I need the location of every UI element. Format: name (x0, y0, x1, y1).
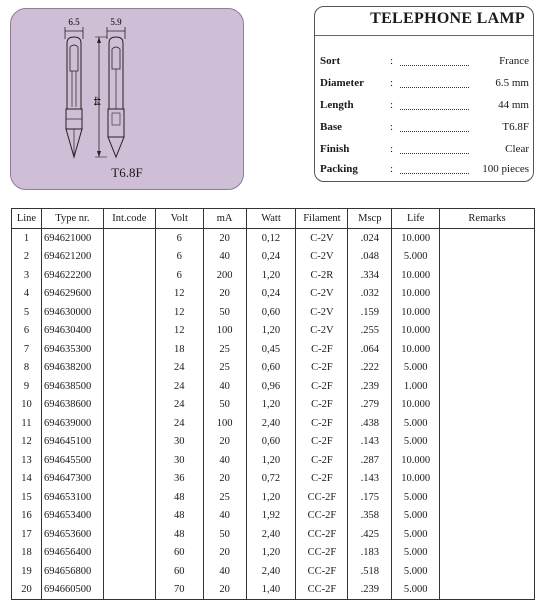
cell-line: 2 (12, 248, 42, 267)
cell-type-nr: 694621200 (41, 248, 103, 267)
cell-life: 1.000 (392, 377, 440, 396)
cell-int-code (103, 285, 155, 304)
cell-life: 5.000 (392, 359, 440, 378)
cell-ma: 40 (203, 377, 246, 396)
cell-volt: 30 (155, 451, 203, 470)
cell-volt: 36 (155, 470, 203, 489)
cell-int-code (103, 414, 155, 433)
cell-mscp: .255 (348, 322, 392, 341)
cell-line: 4 (12, 285, 42, 304)
cell-int-code (103, 266, 155, 285)
cell-line: 14 (12, 470, 42, 489)
cell-mscp: .032 (348, 285, 392, 304)
cell-watt: 2,40 (246, 562, 296, 581)
cell-remarks (440, 433, 535, 452)
cell-int-code (103, 581, 155, 600)
cell-remarks (440, 562, 535, 581)
cell-volt: 48 (155, 488, 203, 507)
cell-type-nr: 694660500 (41, 581, 103, 600)
spec-value: T6.8F (502, 121, 529, 133)
cell-watt: 0,60 (246, 359, 296, 378)
cell-ma: 100 (203, 322, 246, 341)
cell-filament: CC-2F (296, 544, 348, 563)
cell-mscp: .143 (348, 470, 392, 489)
cell-ma: 20 (203, 544, 246, 563)
table-row (12, 266, 535, 285)
spec-value: France (499, 55, 529, 67)
cell-life: 10.000 (392, 470, 440, 489)
cell-life: 10.000 (392, 322, 440, 341)
spec-row-finish: Finish : Clear (320, 143, 529, 155)
cell-watt: 0,96 (246, 377, 296, 396)
cell-int-code (103, 322, 155, 341)
cell-line: 12 (12, 433, 42, 452)
cell-int-code (103, 340, 155, 359)
cell-type-nr: 694645100 (41, 433, 103, 452)
cell-filament: C-2F (296, 414, 348, 433)
cell-line: 5 (12, 303, 42, 322)
cell-line: 17 (12, 525, 42, 544)
cell-line: 18 (12, 544, 42, 563)
cell-line: 13 (12, 451, 42, 470)
cell-remarks (440, 507, 535, 526)
cell-life: 10.000 (392, 285, 440, 304)
spec-value: 44 mm (498, 99, 529, 111)
spec-label: Diameter (320, 77, 364, 89)
cell-remarks (440, 285, 535, 304)
cell-line: 9 (12, 377, 42, 396)
cell-filament: C-2F (296, 377, 348, 396)
cell-remarks (440, 414, 535, 433)
cell-life: 10.000 (392, 396, 440, 415)
cell-type-nr: 694638200 (41, 359, 103, 378)
spec-label: Length (320, 99, 354, 111)
cell-watt: 1,20 (246, 544, 296, 563)
cell-filament: C-2V (296, 229, 348, 248)
cell-life: 10.000 (392, 229, 440, 248)
table-row (12, 433, 535, 452)
spec-row-packing: Packing : 100 pieces (320, 163, 529, 175)
cell-int-code (103, 562, 155, 581)
cell-filament: C-2F (296, 359, 348, 378)
cell-ma: 50 (203, 303, 246, 322)
cell-watt: 2,40 (246, 525, 296, 544)
cell-int-code (103, 396, 155, 415)
cell-ma: 40 (203, 451, 246, 470)
cell-volt: 60 (155, 562, 203, 581)
cell-mscp: .175 (348, 488, 392, 507)
cell-filament: CC-2F (296, 525, 348, 544)
cell-int-code (103, 303, 155, 322)
cell-ma: 40 (203, 562, 246, 581)
cell-mscp: .064 (348, 340, 392, 359)
cell-watt: 0,12 (246, 229, 296, 248)
cell-line: 20 (12, 581, 42, 600)
cell-watt: 0,60 (246, 433, 296, 452)
cell-line: 8 (12, 359, 42, 378)
cell-remarks (440, 470, 535, 489)
table-row (12, 359, 535, 378)
cell-watt: 1,20 (246, 322, 296, 341)
cell-line: 10 (12, 396, 42, 415)
cell-type-nr: 694653400 (41, 507, 103, 526)
cell-mscp: .358 (348, 507, 392, 526)
cell-watt: 0,45 (246, 340, 296, 359)
cell-type-nr: 694653100 (41, 488, 103, 507)
cell-filament: C-2V (296, 303, 348, 322)
cell-type-nr: 694656400 (41, 544, 103, 563)
cell-life: 5.000 (392, 433, 440, 452)
cell-remarks (440, 488, 535, 507)
table-row (12, 470, 535, 489)
table-row (12, 414, 535, 433)
col-header-remarks: Remarks (440, 209, 535, 229)
cell-remarks (440, 544, 535, 563)
cell-mscp: .143 (348, 433, 392, 452)
cell-int-code (103, 377, 155, 396)
cell-volt: 18 (155, 340, 203, 359)
cell-type-nr: 694647300 (41, 470, 103, 489)
spec-label: Sort (320, 55, 341, 67)
cell-remarks (440, 581, 535, 600)
cell-type-nr: 694635300 (41, 340, 103, 359)
cell-remarks (440, 303, 535, 322)
cell-mscp: .425 (348, 525, 392, 544)
cell-remarks (440, 340, 535, 359)
col-header-line: Line (12, 209, 42, 229)
cell-int-code (103, 470, 155, 489)
cell-int-code (103, 229, 155, 248)
cell-line: 3 (12, 266, 42, 285)
table-header-row (12, 209, 535, 229)
cell-mscp: .334 (348, 266, 392, 285)
table-row (12, 248, 535, 267)
cell-watt: 1,20 (246, 266, 296, 285)
cell-life: 10.000 (392, 451, 440, 470)
cell-remarks (440, 396, 535, 415)
table-row (12, 377, 535, 396)
cell-life: 5.000 (392, 488, 440, 507)
cell-mscp: .024 (348, 229, 392, 248)
cell-watt: 0,24 (246, 285, 296, 304)
cell-type-nr: 694630000 (41, 303, 103, 322)
cell-mscp: .239 (348, 581, 392, 600)
cell-filament: C-2F (296, 470, 348, 489)
cell-watt: 0,60 (246, 303, 296, 322)
cell-watt: 1,20 (246, 396, 296, 415)
spec-row-length: Length : 44 mm (320, 99, 529, 111)
cell-volt: 12 (155, 322, 203, 341)
cell-filament: CC-2F (296, 562, 348, 581)
cell-ma: 20 (203, 581, 246, 600)
cell-ma: 25 (203, 359, 246, 378)
cell-life: 5.000 (392, 562, 440, 581)
cell-volt: 6 (155, 266, 203, 285)
spec-value: Clear (505, 143, 529, 155)
cell-ma: 100 (203, 414, 246, 433)
cell-int-code (103, 488, 155, 507)
cell-remarks (440, 451, 535, 470)
col-header-ma: mA (203, 209, 246, 229)
cell-ma: 20 (203, 229, 246, 248)
spec-row-diameter: Diameter : 6.5 mm (320, 77, 529, 89)
table-row (12, 525, 535, 544)
cell-life: 5.000 (392, 525, 440, 544)
cell-ma: 20 (203, 285, 246, 304)
cell-life: 10.000 (392, 303, 440, 322)
cell-remarks (440, 248, 535, 267)
cell-volt: 6 (155, 248, 203, 267)
cell-filament: C-2V (296, 285, 348, 304)
cell-filament: C-2F (296, 396, 348, 415)
spec-label: Packing (320, 163, 358, 175)
cell-watt: 1,40 (246, 581, 296, 600)
spec-box (314, 6, 534, 182)
cell-int-code (103, 507, 155, 526)
cell-mscp: .438 (348, 414, 392, 433)
cell-life: 5.000 (392, 248, 440, 267)
col-header-filament: Filament (296, 209, 348, 229)
lamp-drawing (11, 9, 245, 191)
cell-watt: 1,20 (246, 451, 296, 470)
spec-label: Base (320, 121, 342, 133)
cell-filament: C-2V (296, 248, 348, 267)
cell-type-nr: 694653600 (41, 525, 103, 544)
spec-value: 6.5 mm (495, 77, 529, 89)
table-row (12, 507, 535, 526)
cell-watt: 1,92 (246, 507, 296, 526)
cell-mscp: .159 (348, 303, 392, 322)
cell-volt: 60 (155, 544, 203, 563)
base-type-caption: T6.8F (111, 165, 143, 180)
cell-type-nr: 694629600 (41, 285, 103, 304)
cell-volt: 24 (155, 359, 203, 378)
cell-int-code (103, 544, 155, 563)
cell-remarks (440, 266, 535, 285)
table-row (12, 396, 535, 415)
cell-life: 5.000 (392, 507, 440, 526)
dim-length-label: 44 (92, 96, 102, 106)
cell-volt: 24 (155, 377, 203, 396)
cell-line: 15 (12, 488, 42, 507)
table-row (12, 488, 535, 507)
cell-int-code (103, 525, 155, 544)
col-header-int-code: Int.code (103, 209, 155, 229)
cell-line: 7 (12, 340, 42, 359)
cell-remarks (440, 229, 535, 248)
cell-remarks (440, 525, 535, 544)
cell-filament: C-2F (296, 433, 348, 452)
cell-mscp: .518 (348, 562, 392, 581)
dim-right-label: 5.9 (110, 17, 122, 27)
col-header-type-nr: Type nr. (41, 209, 103, 229)
cell-life: 10.000 (392, 340, 440, 359)
cell-line: 19 (12, 562, 42, 581)
cell-volt: 48 (155, 525, 203, 544)
spec-row-sort: Sort : France (320, 55, 529, 67)
cell-type-nr: 694622200 (41, 266, 103, 285)
cell-remarks (440, 377, 535, 396)
cell-life: 5.000 (392, 544, 440, 563)
cell-volt: 12 (155, 303, 203, 322)
cell-watt: 0,24 (246, 248, 296, 267)
cell-watt: 2,40 (246, 414, 296, 433)
cell-ma: 25 (203, 340, 246, 359)
cell-watt: 0,72 (246, 470, 296, 489)
cell-mscp: .239 (348, 377, 392, 396)
cell-line: 6 (12, 322, 42, 341)
cell-type-nr: 694621000 (41, 229, 103, 248)
cell-int-code (103, 451, 155, 470)
cell-mscp: .048 (348, 248, 392, 267)
cell-life: 5.000 (392, 581, 440, 600)
cell-life: 10.000 (392, 266, 440, 285)
cell-int-code (103, 359, 155, 378)
cell-mscp: .279 (348, 396, 392, 415)
cell-int-code (103, 248, 155, 267)
lamp-illustration-panel (10, 8, 244, 190)
cell-volt: 24 (155, 414, 203, 433)
cell-type-nr: 694639000 (41, 414, 103, 433)
table-row (12, 544, 535, 563)
cell-remarks (440, 359, 535, 378)
table-row (12, 322, 535, 341)
cell-filament: C-2V (296, 322, 348, 341)
col-header-mscp: Mscp (348, 209, 392, 229)
cell-volt: 12 (155, 285, 203, 304)
title-divider (315, 35, 533, 36)
cell-filament: C-2F (296, 451, 348, 470)
cell-ma: 40 (203, 248, 246, 267)
cell-mscp: .287 (348, 451, 392, 470)
table-row (12, 303, 535, 322)
cell-filament: C-2R (296, 266, 348, 285)
cell-line: 11 (12, 414, 42, 433)
cell-ma: 50 (203, 525, 246, 544)
cell-ma: 40 (203, 507, 246, 526)
col-header-volt: Volt (155, 209, 203, 229)
cell-volt: 24 (155, 396, 203, 415)
cell-mscp: .222 (348, 359, 392, 378)
lamp-spec-table (11, 208, 535, 600)
cell-ma: 20 (203, 470, 246, 489)
cell-ma: 25 (203, 488, 246, 507)
cell-filament: CC-2F (296, 507, 348, 526)
col-header-watt: Watt (246, 209, 296, 229)
cell-type-nr: 694638600 (41, 396, 103, 415)
cell-volt: 48 (155, 507, 203, 526)
cell-line: 1 (12, 229, 42, 248)
dim-left-label: 6.5 (68, 17, 80, 27)
spec-row-base: Base : T6.8F (320, 121, 529, 133)
table-row (12, 340, 535, 359)
cell-type-nr: 694630400 (41, 322, 103, 341)
spec-label: Finish (320, 143, 350, 155)
cell-type-nr: 694645500 (41, 451, 103, 470)
table-body (12, 229, 535, 600)
cell-line: 16 (12, 507, 42, 526)
cell-ma: 200 (203, 266, 246, 285)
spec-value: 100 pieces (482, 163, 529, 175)
table-row (12, 285, 535, 304)
table-row (12, 562, 535, 581)
cell-type-nr: 694638500 (41, 377, 103, 396)
col-header-life: Life (392, 209, 440, 229)
cell-volt: 6 (155, 229, 203, 248)
cell-life: 5.000 (392, 414, 440, 433)
cell-int-code (103, 433, 155, 452)
cell-remarks (440, 322, 535, 341)
cell-mscp: .183 (348, 544, 392, 563)
cell-watt: 1,20 (246, 488, 296, 507)
table-row (12, 229, 535, 248)
cell-ma: 20 (203, 433, 246, 452)
table-row (12, 581, 535, 600)
cell-ma: 50 (203, 396, 246, 415)
cell-type-nr: 694656800 (41, 562, 103, 581)
cell-filament: C-2F (296, 340, 348, 359)
product-title: TELEPHONE LAMP (370, 10, 525, 27)
cell-volt: 30 (155, 433, 203, 452)
cell-volt: 70 (155, 581, 203, 600)
cell-filament: CC-2F (296, 581, 348, 600)
table-row (12, 451, 535, 470)
cell-filament: CC-2F (296, 488, 348, 507)
